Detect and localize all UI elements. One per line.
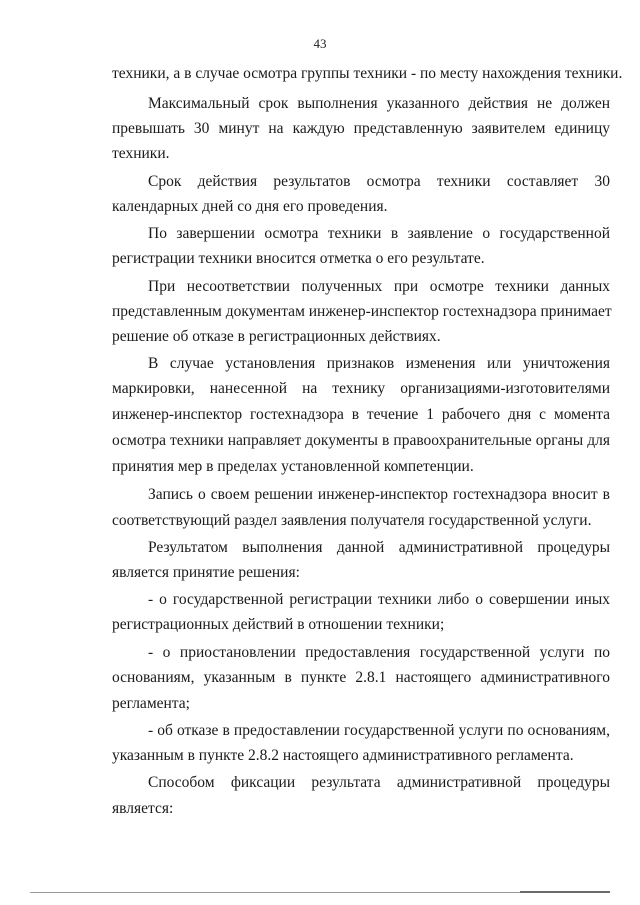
text-line: маркировки, нанесенной на технику организациями-изготовителями — [112, 380, 610, 397]
text-line: календарных дней со дня его проведения. — [112, 198, 388, 215]
text-line: техники. — [112, 145, 170, 162]
page-number: 43 — [313, 36, 327, 51]
text-line: регламента; — [112, 695, 190, 712]
text-line: представленным документам инженер-инспектор гостехнадзора принимает — [112, 303, 612, 320]
text-line: Максимальный срок выполнения указанного действия не должен — [148, 95, 610, 112]
text-line: является: — [112, 800, 174, 817]
text-line: - о государственной регистрации техники либо о совершении иных — [148, 591, 610, 608]
text-line: является принятие решения: — [112, 564, 300, 581]
text-line: указанным в пункте 2.8.2 настоящего административного регламента. — [112, 747, 574, 764]
text-line: соответствующий раздел заявления получателя государственной услуги. — [112, 512, 592, 529]
text-line: Способом фиксации результата административной процедуры — [148, 774, 610, 791]
text-line: Результатом выполнения данной административной процедуры — [148, 539, 610, 556]
text-line: превышать 30 минут на каждую представленную заявителем единицу — [112, 120, 610, 137]
text-line: В случае установления признаков изменения или уничтожения — [148, 355, 610, 372]
text-line: регистрации техники вносится отметка о его результате. — [112, 250, 485, 267]
text-line: инженер-инспектор гостехнадзора в течение 1 рабочего дня с момента — [112, 406, 610, 423]
text-line: - об отказе в предоставлении государственной услуги по основаниям, — [148, 722, 610, 739]
text-line: основаниям, указанным в пункте 2.8.1 настоящего административного — [112, 669, 610, 686]
text-line: Срок действия результатов осмотра техники составляет 30 — [148, 173, 610, 190]
text-line: осмотра техники направляет документы в правоохранительные органы для — [112, 432, 610, 449]
text-line: При несоответствии полученных при осмотре техники данных — [148, 278, 610, 295]
text-line: - о приостановлении предоставления государственной услуги по — [148, 644, 610, 661]
footer-divider-accent — [520, 891, 610, 893]
text-line: техники, а в случае осмотра группы техники - по месту нахождения техники. — [112, 65, 623, 82]
text-line: По завершении осмотра техники в заявление о государственной — [148, 225, 610, 242]
text-line: регистрационных действий в отношении техники; — [112, 616, 445, 633]
text-line: принятия мер в пределах установленной компетенции. — [112, 458, 474, 475]
text-line: Запись о своем решении инженер-инспектор гостехнадзора вносит в — [148, 486, 610, 503]
text-line: решение об отказе в регистрационных действиях. — [112, 328, 441, 345]
